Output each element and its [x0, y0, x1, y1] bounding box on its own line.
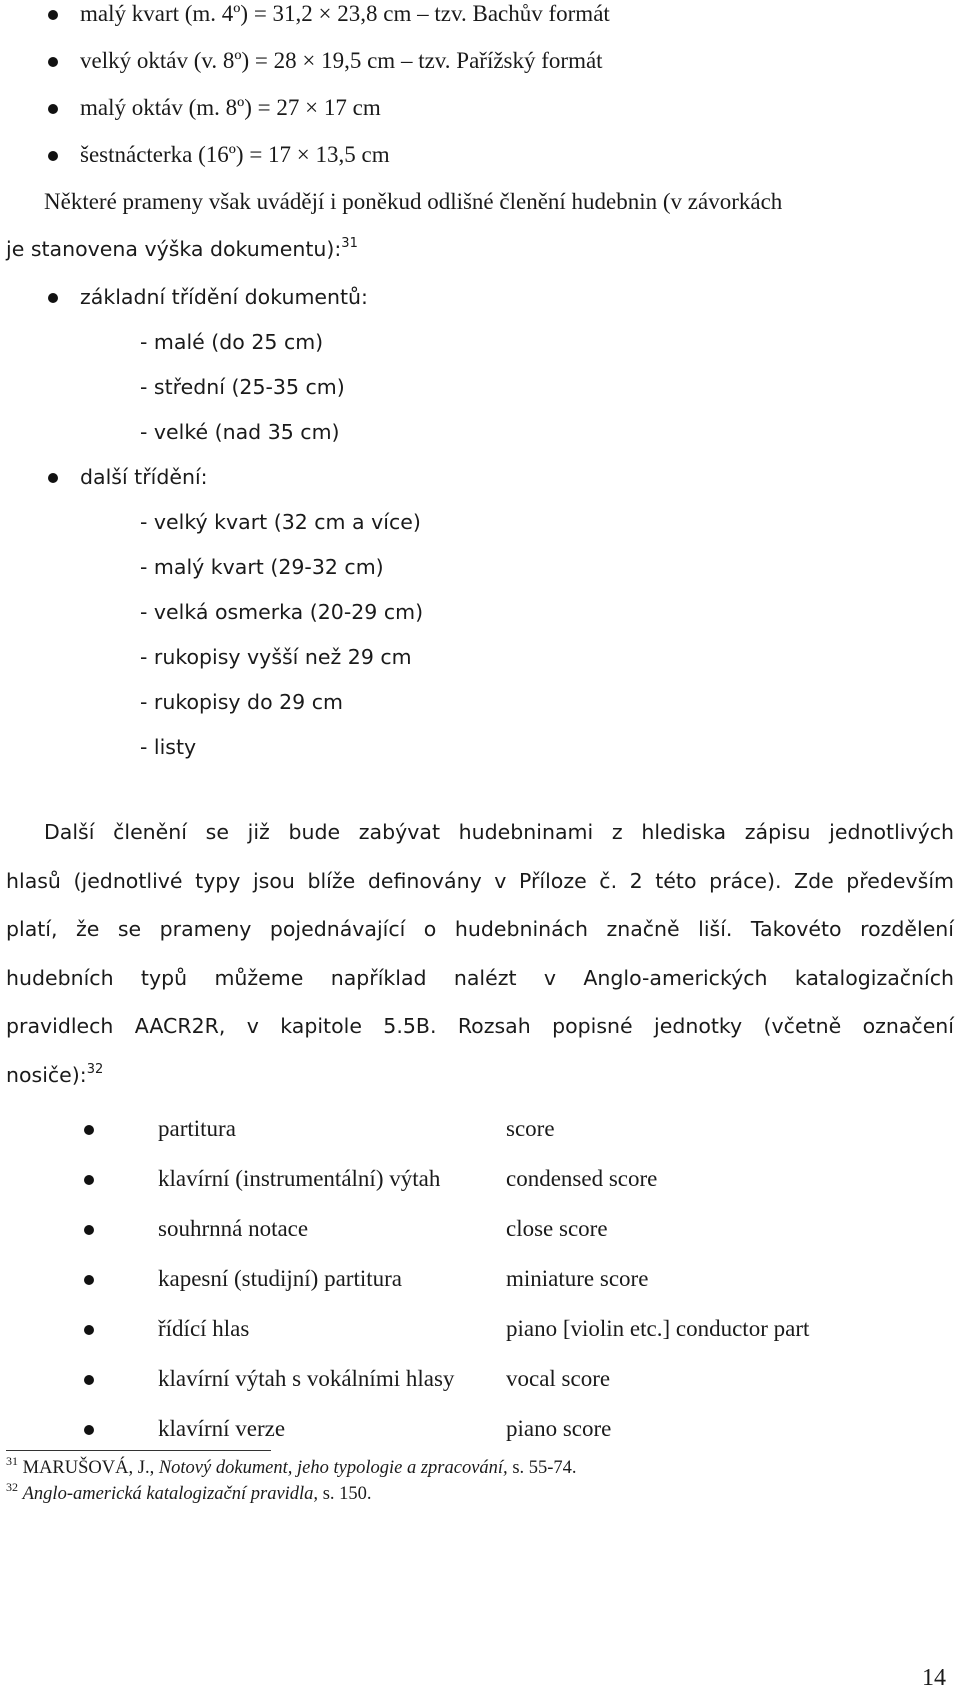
bullet-icon: [48, 57, 58, 67]
footnote-number: 32: [6, 1480, 18, 1494]
format-item: velký oktáv (v. 8º) = 28 × 19,5 cm – tzv. Pařížský formát: [80, 48, 603, 73]
score-type-cz: souhrnná notace: [158, 1216, 309, 1241]
bullet-icon: [48, 104, 58, 114]
paragraph-line: hlasů (jednotlivé typy jsou blíže definovány v Příloze č. 2 této práce). Zde především: [6, 868, 954, 893]
basic-sorting-item: - malé (do 25 cm): [140, 330, 324, 354]
footnote-pages: s. 150.: [322, 1484, 372, 1504]
score-type-en: close score: [506, 1216, 608, 1241]
paragraph-line: platí, že se prameny pojednávající o hudebninách značně liší. Takovéto rozdělení: [6, 917, 954, 941]
score-type-cz: řídící hlas: [158, 1316, 250, 1341]
bullet-icon: [48, 473, 58, 483]
format-item: malý kvart (m. 4º) = 31,2 × 23,8 cm – tzv. Bachův formát: [80, 1, 610, 26]
footnote-ref: 31: [341, 236, 358, 251]
further-sorting-item: - rukopisy vyšší než 29 cm: [140, 645, 412, 669]
bullet-icon: [48, 10, 58, 20]
footnote-title: Anglo-americká katalogizační pravidla,: [22, 1484, 319, 1504]
footnote-separator: [6, 1450, 271, 1451]
score-type-en: score: [506, 1116, 555, 1141]
score-type-en: miniature score: [506, 1266, 649, 1291]
score-type-en: piano score: [506, 1416, 612, 1441]
paragraph-line: pravidlech AACR2R, v kapitole 5.5B. Rozsah popisné jednotky (včetně označení: [6, 1014, 954, 1038]
format-item: malý oktáv (m. 8º) = 27 × 17 cm: [80, 95, 381, 120]
further-sorting-item: - velký kvart (32 cm a více): [140, 510, 421, 534]
paragraph-line: hudebních typů můžeme například nalézt v Anglo-amerických katalogizačních: [6, 965, 954, 990]
further-sorting-item: - rukopisy do 29 cm: [140, 690, 343, 714]
further-sorting-item: - malý kvart (29-32 cm): [140, 555, 384, 579]
further-sorting-item: - listy: [140, 735, 197, 759]
bullet-icon: [84, 1375, 94, 1385]
score-type-cz: klavírní (instrumentální) výtah: [158, 1166, 441, 1191]
basic-sorting-title: základní třídění dokumentů:: [80, 285, 368, 309]
bullet-icon: [84, 1425, 94, 1435]
bullet-icon: [84, 1275, 94, 1285]
footnote-32: [6, 1482, 372, 1506]
paragraph-line-last: nosiče):$^{32}$: [6, 1061, 104, 1087]
bullet-icon: [84, 1325, 94, 1335]
bullet-icon: [84, 1225, 94, 1235]
intro-line-1: Některé prameny však uvádějí i poněkud odlišné členění hudebnin (v závorkách: [44, 189, 783, 214]
basic-sorting-item: - velké (nad 35 cm): [140, 420, 340, 444]
bullet-icon: [48, 151, 58, 161]
intro-line-2: je stanovena výška dokumentu):$^{31}$: [6, 236, 358, 261]
format-item: šestnácterka (16º) = 17 × 13,5 cm: [80, 142, 390, 167]
score-type-cz: klavírní výtah s vokálními hlasy: [158, 1366, 455, 1391]
score-type-en: condensed score: [506, 1166, 658, 1191]
further-sorting-title: další třídění:: [80, 465, 208, 489]
bullet-icon: [84, 1125, 94, 1135]
footnote-title: Notový dokument, jeho typologie a zpracování,: [158, 1458, 508, 1478]
page-number: 14: [922, 1665, 946, 1691]
footnote-author: MARUŠOVÁ, J.,: [22, 1458, 155, 1478]
basic-sorting-item: - střední (25-35 cm): [140, 375, 345, 399]
footnote-31: [6, 1456, 577, 1480]
footnote-pages: s. 55-74.: [512, 1458, 577, 1478]
bullet-icon: [84, 1175, 94, 1185]
footnote-number: 31: [6, 1454, 18, 1468]
score-type-cz: partitura: [158, 1116, 236, 1141]
score-type-cz: kapesní (studijní) partitura: [158, 1266, 402, 1291]
bullet-icon: [48, 293, 58, 303]
body-paragraph: [6, 808, 954, 1099]
footnote-ref: 32: [86, 1061, 104, 1077]
score-type-en: piano [violin etc.] conductor part: [506, 1316, 810, 1341]
paragraph-line: Další členění se již bude zabývat hudebninami z hlediska zápisu jednotlivých: [44, 820, 954, 844]
score-type-en: vocal score: [506, 1366, 611, 1391]
score-type-cz: klavírní verze: [158, 1416, 286, 1441]
further-sorting-item: - velká osmerka (20-29 cm): [140, 600, 424, 624]
